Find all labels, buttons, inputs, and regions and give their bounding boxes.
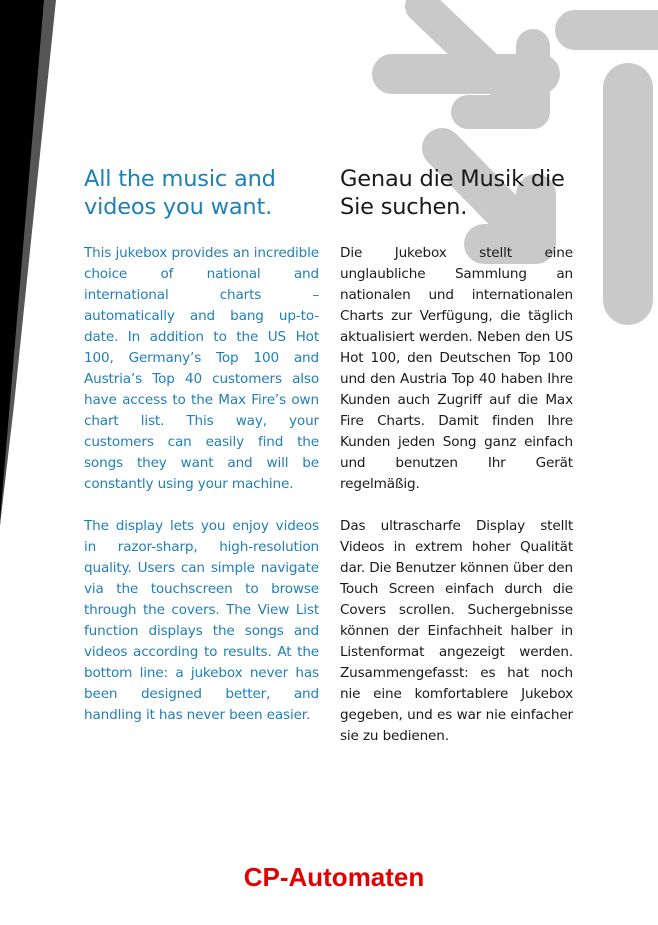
english-column — [84, 165, 319, 747]
german-paragraph-2: Das ultrascharfe Display stellt Videos in extrem hoher Qualität dar. Die Benutzer können über den Touch Screen einfach durch die Covers scrollen. Suchergebnisse können der Einfachheit halber in Listenformat angezeigt werden. Zusammengefasst: es hat noch nie eine komfortablere Jukebox gegeben, und es war nie einfacher sie zu bedienen. — [340, 518, 573, 744]
german-column — [340, 165, 573, 768]
english-paragraph-1: This jukebox provides an incredible choice of national and international charts – automatically and bang up-to-date. In addition to the US Hot 100, Germany’s Top 100 and Austria’s Top 40 customers also have access to the Max Fire’s own chart list. This way, your customers can easily find the songs they want and will be constantly using your machine. — [84, 245, 319, 492]
german-heading: Genau die Musik die Sie suchen. — [340, 166, 565, 220]
brand-watermark: CP-Automaten — [243, 862, 425, 892]
english-paragraph-2: The display lets you enjoy videos in razor-sharp, high-resolution quality. Users can simple navigate via the touchscreen to browse through the covers. The View List function displays the songs and videos according to results. At the bottom line: a jukebox never has been designed better, and handling it has never been easier. — [84, 518, 319, 723]
english-heading: All the music and videos you want. — [84, 166, 276, 220]
german-paragraph-1: Die Jukebox stellt eine unglaubliche Sammlung an nationalen und internationalen Charts zur Verfügung, die täglich aktualisiert werden. Neben den US Hot 100, den Deutschen Top 100 und den Austria Top 40 haben Ihre Kunden auch Zugriff auf die Max Fire Charts. Damit finden Ihre Kunden jeden Song ganz einfach und benutzen Ihr Gerät regelmäßig. — [340, 245, 573, 492]
